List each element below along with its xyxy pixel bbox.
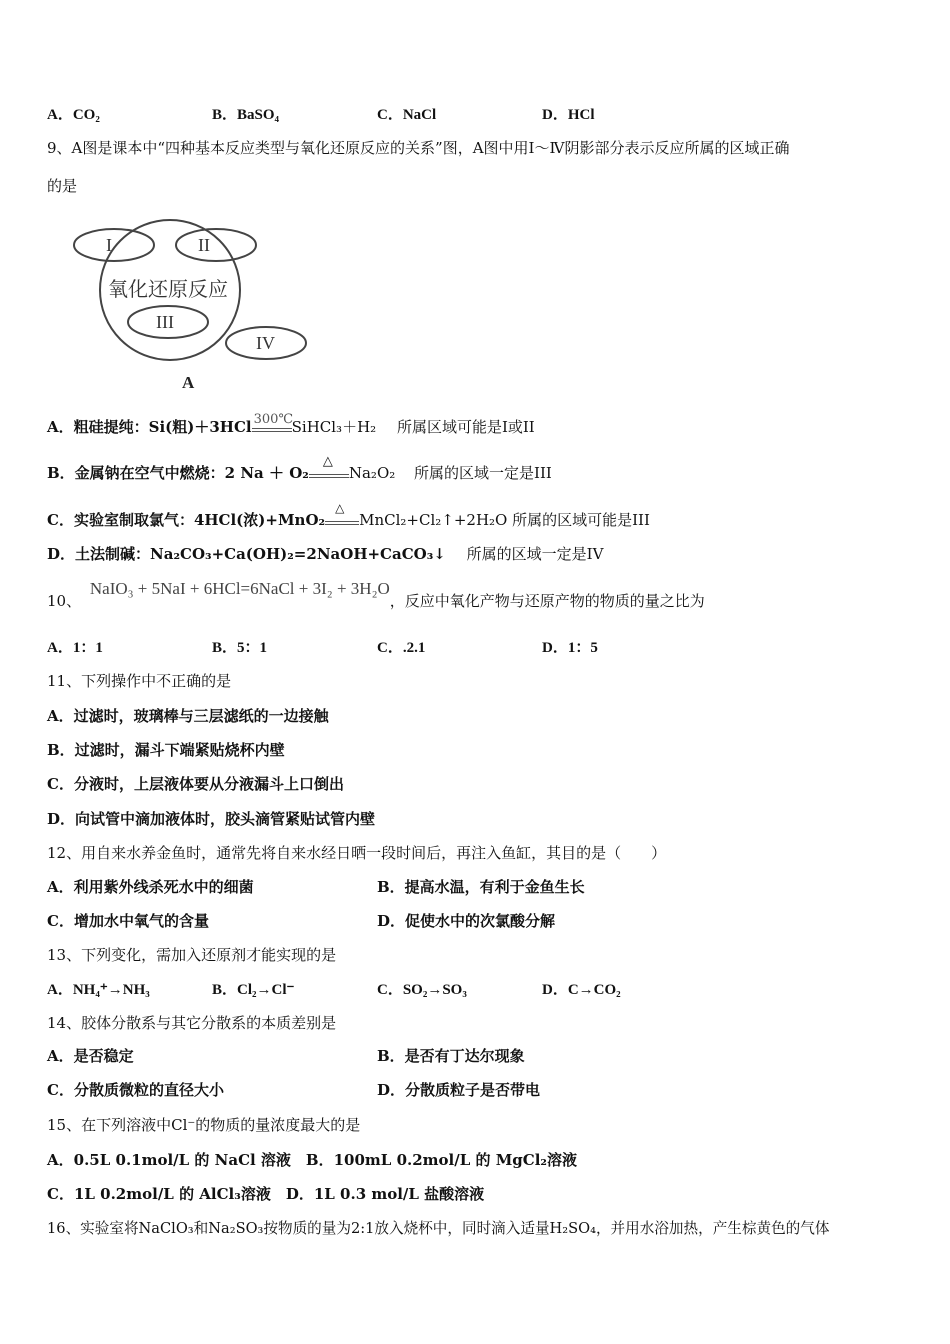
q9-option-a: A．粗硅提纯：Si(粗)＋3HCl 300℃ SiHCl₃＋H₂ 所属区域可能是Ⅰ或II [47, 412, 535, 436]
q14-option-a: A．是否稳定 [47, 1047, 134, 1065]
q13-option-b: B．Cl₂→Cl⁻ [212, 982, 295, 998]
q11-option-b: B．过滤时，漏斗下端紧贴烧杯内壁 [47, 741, 285, 759]
condition-heat-2: △ [325, 513, 359, 525]
q14-stem: 14、胶体分散系与其它分散系的本质差别是 [47, 1014, 337, 1032]
q14-option-b: B．是否有丁达尔现象 [377, 1047, 525, 1065]
q9-option-c: C．实验室制取氯气：4HCl(浓)+MnO₂ △ MnCl₂+Cl₂↑+2H₂O 所属的区域可能是III [47, 501, 650, 529]
q13-option-d: D．C→CO₂ [542, 982, 621, 998]
q12-stem: 12、用自来水养金鱼时，通常先将自来水经日晒一段时间后，再注入鱼缸，其目的是（ ） [47, 844, 667, 862]
q10-option-d: D．1：5 [542, 640, 598, 656]
q15-stem: 15、在下列溶液中Cl⁻的物质的量浓度最大的是 [47, 1116, 361, 1134]
q8-option-a: A．CO₂ [47, 107, 100, 123]
q14-option-d: D．分散质粒子是否带电 [377, 1081, 541, 1099]
q13-option-c: C．SO₂→SO₃ [377, 982, 467, 998]
q10-stem: 10、 NaIO₃ + 5NaI + 6HCl=6NaCl + 3I₂ + 3H₂O，反应中氧化产物与还原产物的物质的量之比为 [47, 579, 705, 610]
q10-option-b: B．5：1 [212, 640, 268, 656]
q10-equation: NaIO₃ + 5NaI + 6HCl=6NaCl + 3I₂ + 3H₂O [89, 579, 390, 598]
condition-300c: 300℃ [252, 420, 292, 432]
region-3-label: III [156, 312, 174, 332]
q13-option-a: A．NH₄⁺→NH₃ [47, 982, 150, 998]
q11-option-a: A．过滤时，玻璃棒与三层滤纸的一边接触 [47, 707, 329, 725]
q9-stem-line1: 9、A图是课本中“四种基本反应类型与氧化还原反应的关系”图，A图中用Ⅰ～Ⅳ阴影部分表示反应所属的区域正确 [47, 139, 790, 157]
q8-option-c: C．NaCl [377, 107, 437, 123]
region-4-label: IV [256, 333, 275, 353]
diagram-caption: A [182, 373, 195, 392]
q12-option-b: B．提高水温，有利于金鱼生长 [377, 878, 585, 896]
center-label: 氧化还原反应 [108, 277, 228, 301]
q9-stem-line2: 的是 [47, 177, 78, 195]
q14-option-c: C．分散质微粒的直径大小 [47, 1081, 224, 1099]
condition-heat: △ [309, 466, 349, 478]
q16-stem: 16、实验室将NaClO₃和Na₂SO₃按物质的量为2:1放入烧杯中，同时滴入适量H₂SO₄，并用水浴加热，产生棕黄色的气体 [47, 1220, 830, 1237]
region-1-ellipse [74, 229, 154, 261]
q12-option-d: D．促使水中的次氯酸分解 [377, 912, 556, 930]
q12-option-c: C．增加水中氧气的含量 [47, 912, 209, 930]
q10-option-c: C．.2.1 [377, 640, 426, 656]
q8-option-b: B．BaSO₄ [212, 107, 280, 123]
q9-option-d: D．土法制碱：Na₂CO₃+Ca(OH)₂=2NaOH+CaCO₃↓ 所属的区域一定是IV [47, 545, 604, 563]
q12-option-a: A．利用紫外线杀死水中的细菌 [47, 878, 254, 896]
q10-option-a: A．1：1 [47, 640, 103, 656]
q15-options-ab: A．0.5L 0.1mol/L 的 NaCl 溶液 B．100mL 0.2mol/L 的 MgCl₂溶液 [47, 1151, 578, 1169]
q11-option-d: D．向试管中滴加液体时，胶头滴管紧贴试管内壁 [47, 810, 376, 828]
q11-stem: 11、下列操作中不正确的是 [47, 672, 232, 690]
q8-option-d: D．HCl [542, 107, 595, 123]
q9-option-b: B．金属钠在空气中燃烧：2 Na ＋ O₂ △ Na₂O₂ 所属的区域一定是III [47, 454, 552, 482]
region-2-label: II [198, 235, 210, 255]
q13-stem: 13、下列变化，需加入还原剂才能实现的是 [47, 946, 337, 964]
q15-options-cd: C．1L 0.2mol/L 的 AlCl₃溶液 D．1L 0.3 mol/L 盐酸溶液 [47, 1185, 485, 1203]
q11-option-c: C．分液时，上层液体要从分液漏斗上口倒出 [47, 775, 344, 793]
redox-relationship-diagram [70, 210, 320, 395]
region-2-ellipse [176, 229, 256, 261]
region-1-label: I [106, 235, 112, 255]
